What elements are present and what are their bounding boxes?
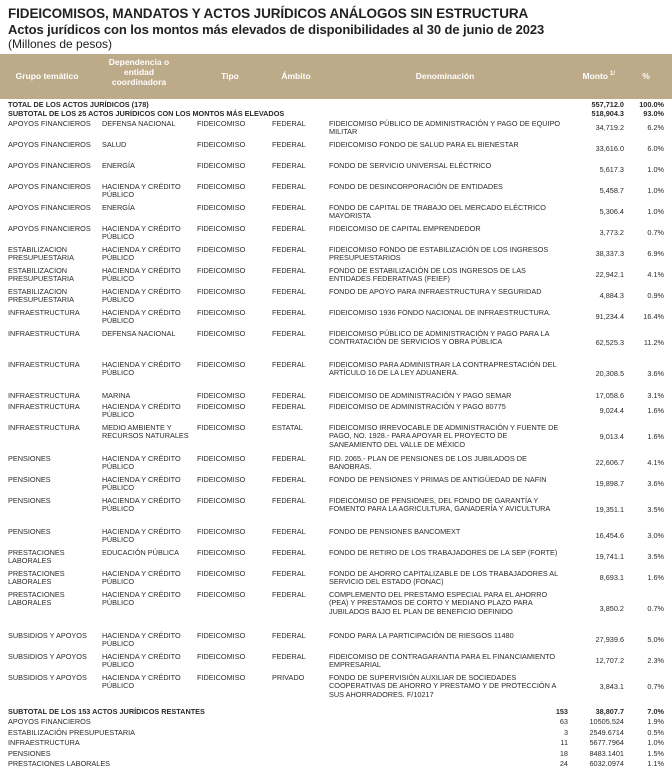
table-row	[0, 141, 672, 162]
cell-dependencia: HACIENDA Y CRÉDITO PÚBLICO	[102, 527, 181, 545]
cell-tipo: FIDEICOMISO	[197, 308, 246, 317]
cell-pct: 16.4%	[643, 312, 664, 321]
cell-monto: 19,741.1	[595, 552, 624, 561]
cell-tipo: FIDEICOMISO	[197, 182, 246, 191]
detail-rows	[0, 120, 672, 705]
cell-grupo: APOYOS FINANCIEROS	[8, 119, 91, 128]
rest-pct: 1.0%	[647, 738, 664, 747]
cell-tipo: FIDEICOMISO	[197, 266, 246, 275]
rest-count: 63	[559, 717, 568, 726]
cell-monto: 5,458.7	[599, 186, 624, 195]
cell-denominacion: FONDO DE SERVICIO UNIVERSAL ELÉCTRICO	[329, 161, 492, 170]
cell-dependencia: HACIENDA Y CRÉDITO PÚBLICO	[102, 287, 181, 305]
rest-count: 24	[559, 759, 568, 768]
cell-pct: 1.0%	[647, 165, 664, 174]
cell-dependencia: HACIENDA Y CRÉDITO PÚBLICO	[102, 590, 181, 608]
table-row	[0, 267, 672, 288]
cell-denominacion: FONDO DE PENSIONES BANCOMEXT	[329, 527, 461, 536]
cell-denominacion: FIDEICOMISO PARA ADMINISTRAR LA CONTRAPRESTACIÓN DEL ARTÍCULO 16 DE LA LEY ADUANERA.	[329, 360, 557, 378]
cell-tipo: FIDEICOMISO	[197, 454, 246, 463]
cell-pct: 0.7%	[647, 682, 664, 691]
table-row	[0, 403, 672, 424]
cell-tipo: FIDEICOMISO	[197, 391, 246, 400]
table-row	[0, 183, 672, 204]
cell-grupo: APOYOS FINANCIEROS	[8, 182, 91, 191]
table-row	[0, 309, 672, 330]
cell-tipo: FIDEICOMISO	[197, 631, 246, 640]
table-row	[0, 653, 672, 674]
cell-dependencia: MARINA	[102, 391, 131, 400]
rest-row	[0, 760, 672, 771]
cell-grupo: APOYOS FINANCIEROS	[8, 161, 91, 170]
cell-denominacion: FONDO DE DESINCORPORACIÓN DE ENTIDADES	[329, 182, 503, 191]
cell-denominacion: FID. 2065.- PLAN DE PENSIONES DE LOS JUBILADOS DE BANOBRAS.	[329, 454, 527, 472]
cell-tipo: FIDEICOMISO	[197, 245, 246, 254]
rest-pct: 1.1%	[647, 759, 664, 768]
rest-grupo: PENSIONES	[8, 748, 51, 758]
cell-ambito: FEDERAL	[272, 119, 306, 128]
subtotal25-label: SUBTOTAL DE LOS 25 ACTOS JURÍDICOS CON LOS MONTOS MÁS ELEVADOS	[8, 109, 285, 118]
cell-tipo: FIDEICOMISO	[197, 360, 246, 369]
cell-grupo: APOYOS FINANCIEROS	[8, 203, 91, 212]
cell-monto: 3,843.1	[599, 682, 624, 691]
rest-grupo: PRESTACIONES LABORALES	[8, 759, 111, 768]
cell-grupo: PENSIONES	[8, 496, 51, 505]
cell-ambito: FEDERAL	[272, 527, 306, 536]
cell-pct: 6.0%	[647, 144, 664, 153]
cell-ambito: FEDERAL	[272, 496, 306, 505]
cell-denominacion: FIDEICOMISO DE PENSIONES, DEL FONDO DE GARANTÍA Y FOMENTO PARA LA AGRICULTURA, GANADERÍA Y AVICULTURA	[329, 496, 551, 514]
cell-dependencia: ENERGÍA	[102, 161, 135, 170]
table-row	[0, 246, 672, 267]
page-title: FIDEICOMISOS, MANDATOS Y ACTOS JURÍDICOS ANÁLOGOS SIN ESTRUCTURA	[8, 6, 529, 21]
cell-dependencia: HACIENDA Y CRÉDITO PÚBLICO	[102, 266, 181, 284]
cell-ambito: FEDERAL	[272, 652, 306, 661]
rest-row	[0, 718, 672, 729]
cell-grupo: INFRAESTRUCTURA	[8, 402, 80, 411]
cell-ambito: FEDERAL	[272, 475, 306, 484]
cell-tipo: FIDEICOMISO	[197, 590, 246, 599]
cell-dependencia: DEFENSA NACIONAL	[102, 329, 176, 338]
cell-tipo: FIDEICOMISO	[197, 161, 246, 170]
header-ambito: Ámbito	[281, 71, 311, 81]
total-pct: 100.0%	[639, 100, 664, 109]
table-row	[0, 361, 672, 392]
header-dependencia: Dependencia o entidad coordinadora	[108, 57, 170, 87]
cell-pct: 2.3%	[647, 656, 664, 665]
cell-pct: 4.1%	[647, 458, 664, 467]
cell-dependencia: HACIENDA Y CRÉDITO PÚBLICO	[102, 475, 181, 493]
cell-tipo: FIDEICOMISO	[197, 329, 246, 338]
cell-pct: 1.0%	[647, 207, 664, 216]
cell-pct: 0.7%	[647, 604, 664, 613]
cell-tipo: FIDEICOMISO	[197, 569, 246, 578]
cell-denominacion: FIDEICOMISO FONDO DE SALUD PARA EL BIENESTAR	[329, 140, 519, 149]
cell-ambito: FEDERAL	[272, 161, 306, 170]
table-row	[0, 549, 672, 570]
rest-rows	[0, 718, 672, 771]
rest-monto: 10505.524	[589, 717, 624, 726]
cell-monto: 16,454.6	[595, 531, 624, 540]
cell-ambito: FEDERAL	[272, 391, 306, 400]
cell-denominacion: FIDEICOMISO PÚBLICO DE ADMINISTRACIÓN Y PAGO DE EQUIPO MILITAR	[329, 119, 561, 137]
rest-grupo: INFRAESTRUCTURA	[8, 738, 80, 747]
cell-monto: 19,898.7	[595, 479, 624, 488]
cell-grupo: SUBSIDIOS Y APOYOS	[8, 673, 87, 682]
cell-monto: 62,525.3	[595, 338, 624, 347]
cell-dependencia: HACIENDA Y CRÉDITO PÚBLICO	[102, 245, 181, 263]
cell-monto: 4,884.3	[599, 291, 624, 300]
cell-grupo: INFRAESTRUCTURA	[8, 329, 80, 338]
cell-ambito: ESTATAL	[272, 423, 303, 432]
cell-monto: 22,606.7	[595, 458, 624, 467]
cell-dependencia: HACIENDA Y CRÉDITO PÚBLICO	[102, 496, 181, 514]
cell-tipo: FIDEICOMISO	[197, 527, 246, 536]
cell-monto: 3,773.2	[599, 228, 624, 237]
cell-ambito: FEDERAL	[272, 402, 306, 411]
cell-dependencia: EDUCACIÓN PÚBLICA	[102, 548, 180, 557]
cell-grupo: PENSIONES	[8, 454, 51, 463]
page-subtitle: Actos jurídicos con los montos más elevados de disponibilidades al 30 de junio de 2023	[8, 22, 545, 37]
cell-denominacion: FIDEICOMISO IRREVOCABLE DE ADMINISTRACIÓN Y FUENTE DE PAGO, NO. 1928.- PARA APOYAR EL PROYECTO DE SANEAMIENTO DEL VALLE DE MÉXICO	[329, 423, 559, 449]
table-header	[0, 54, 672, 99]
table-row	[0, 591, 672, 632]
cell-denominacion: FONDO DE AHORRO CAPITALIZABLE DE LOS TRABAJADORES AL SERVICIO DEL ESTADO (FONAC)	[329, 569, 558, 587]
cell-monto: 5,306.4	[599, 207, 624, 216]
cell-dependencia: HACIENDA Y CRÉDITO PÚBLICO	[102, 224, 181, 242]
table-row	[0, 528, 672, 549]
header-pct: %	[642, 71, 650, 81]
cell-pct: 3.6%	[647, 479, 664, 488]
cell-grupo: ESTABILIZACION PRESUPUESTARIA	[8, 287, 74, 305]
cell-grupo: INFRAESTRUCTURA	[8, 360, 80, 369]
cell-monto: 8,693.1	[599, 573, 624, 582]
units-note: (Millones de pesos)	[8, 37, 113, 51]
header-tipo: Tipo	[221, 71, 239, 81]
cell-dependencia: HACIENDA Y CRÉDITO PÚBLICO	[102, 673, 181, 691]
cell-dependencia: MEDIO AMBIENTE Y RECURSOS NATURALES	[102, 423, 189, 441]
rest-monto: 2549.6714	[589, 727, 624, 737]
rest-monto: 6032.0974	[589, 759, 624, 768]
cell-tipo: FIDEICOMISO	[197, 673, 246, 682]
cell-denominacion: FIDEICOMISO DE CONTRAGARANTIA PARA EL FINANCIAMIENTO EMPRESARIAL	[329, 652, 556, 670]
table-row	[0, 204, 672, 225]
cell-tipo: FIDEICOMISO	[197, 548, 246, 557]
table-row	[0, 674, 672, 705]
cell-pct: 6.2%	[647, 123, 664, 132]
cell-ambito: FEDERAL	[272, 203, 306, 212]
cell-dependencia: HACIENDA Y CRÉDITO PÚBLICO	[102, 569, 181, 587]
cell-monto: 33,616.0	[595, 144, 624, 153]
cell-grupo: ESTABILIZACION PRESUPUESTARIA	[8, 245, 74, 263]
cell-pct: 4.1%	[647, 270, 664, 279]
rest-count: 18	[559, 748, 568, 758]
cell-monto: 3,850.2	[599, 604, 624, 613]
cell-ambito: FEDERAL	[272, 548, 306, 557]
cell-dependencia: HACIENDA Y CRÉDITO PÚBLICO	[102, 308, 181, 326]
cell-tipo: FIDEICOMISO	[197, 402, 246, 411]
cell-grupo: APOYOS FINANCIEROS	[8, 140, 91, 149]
cell-grupo: INFRAESTRUCTURA	[8, 391, 80, 400]
cell-ambito: FEDERAL	[272, 454, 306, 463]
cell-tipo: FIDEICOMISO	[197, 140, 246, 149]
cell-tipo: FIDEICOMISO	[197, 287, 246, 296]
cell-denominacion: FONDO DE RETIRO DE LOS TRABAJADORES DE LA SEP (FORTE)	[329, 548, 558, 557]
table-row	[0, 424, 672, 455]
cell-tipo: FIDEICOMISO	[197, 119, 246, 128]
cell-grupo: PRESTACIONES LABORALES	[8, 569, 65, 587]
cell-dependencia: HACIENDA Y CRÉDITO PÚBLICO	[102, 652, 181, 670]
cell-ambito: FEDERAL	[272, 308, 306, 317]
cell-ambito: FEDERAL	[272, 224, 306, 233]
table-row	[0, 330, 672, 361]
cell-pct: 0.7%	[647, 228, 664, 237]
table-row	[0, 570, 672, 591]
cell-ambito: FEDERAL	[272, 631, 306, 640]
cell-ambito: FEDERAL	[272, 140, 306, 149]
rest-pct: 0.5%	[647, 727, 664, 737]
cell-pct: 3.5%	[647, 505, 664, 514]
subtotal25-monto: 518,904.3	[591, 109, 624, 118]
cell-dependencia: HACIENDA Y CRÉDITO PÚBLICO	[102, 402, 181, 420]
subtotal25-pct: 93.0%	[643, 109, 664, 118]
cell-denominacion: FIDEICOMISO 1936 FONDO NACIONAL DE INFRAESTRUCTURA.	[329, 308, 551, 317]
cell-dependencia: DEFENSA NACIONAL	[102, 119, 176, 128]
cell-pct: 1.6%	[647, 406, 664, 415]
cell-denominacion: FONDO DE PENSIONES Y PRIMAS DE ANTIGÜEDAD DE NAFIN	[329, 475, 547, 484]
cell-denominacion: COMPLEMENTO DEL PRESTAMO ESPECIAL PARA EL AHORRO (PEA) Y PRESTAMOS DE CORTO Y MEDIANO PLAZO PARA JUBILADOS BAJO EL PLAN DE BENEFICIO DEFINIDO	[329, 590, 548, 616]
cell-grupo: SUBSIDIOS Y APOYOS	[8, 631, 87, 640]
cell-tipo: FIDEICOMISO	[197, 423, 246, 432]
table-row	[0, 162, 672, 183]
cell-grupo: PENSIONES	[8, 527, 51, 536]
cell-pct: 3.1%	[647, 391, 664, 400]
rest-row	[0, 739, 672, 750]
cell-pct: 3.6%	[647, 369, 664, 378]
rest-grupo: ESTABILIZACIÓN PRESUPUESTARIA	[8, 727, 136, 737]
rest-pct: 1.5%	[647, 748, 664, 758]
cell-monto: 91,234.4	[595, 312, 624, 321]
cell-ambito: FEDERAL	[272, 266, 306, 275]
cell-pct: 11.2%	[643, 338, 664, 347]
cell-denominacion: FIDEICOMISO PÚBLICO DE ADMINISTRACIÓN Y PAGO PARA LA CONTRATACIÓN DE SERVICIOS Y OBRA PÚBLICA	[329, 329, 550, 347]
cell-dependencia: ENERGÍA	[102, 203, 135, 212]
cell-monto: 12,707.2	[595, 656, 624, 665]
cell-ambito: FEDERAL	[272, 360, 306, 369]
cell-ambito: FEDERAL	[272, 245, 306, 254]
cell-grupo: PRESTACIONES LABORALES	[8, 548, 65, 566]
cell-tipo: FIDEICOMISO	[197, 496, 246, 505]
table-body	[0, 101, 672, 771]
cell-pct: 3.0%	[647, 531, 664, 540]
cell-grupo: INFRAESTRUCTURA	[8, 308, 80, 317]
cell-ambito: FEDERAL	[272, 569, 306, 578]
title-block	[0, 0, 672, 51]
subtotal153-label: SUBTOTAL DE LOS 153 ACTOS JURÍDICOS RESTANTES	[8, 707, 205, 716]
cell-grupo: ESTABILIZACION PRESUPUESTARIA	[8, 266, 74, 284]
cell-pct: 6.9%	[647, 249, 664, 258]
cell-monto: 17,058.6	[595, 391, 624, 400]
cell-denominacion: FIDEICOMISO DE CAPITAL EMPRENDEDOR	[329, 224, 481, 233]
cell-tipo: FIDEICOMISO	[197, 652, 246, 661]
table-row	[0, 225, 672, 246]
cell-monto: 34,719.2	[595, 123, 624, 132]
cell-denominacion: FONDO DE CAPITAL DE TRABAJO DEL MERCADO ELÉCTRICO MAYORISTA	[329, 203, 546, 221]
rest-count: 11	[560, 738, 568, 747]
cell-ambito: FEDERAL	[272, 182, 306, 191]
cell-grupo: INFRAESTRUCTURA	[8, 423, 80, 432]
cell-pct: 1.6%	[647, 432, 664, 441]
header-monto-note: 1/	[610, 71, 616, 77]
table-row	[0, 120, 672, 141]
table-row	[0, 476, 672, 497]
cell-denominacion: FONDO DE ESTABILIZACIÓN DE LOS INGRESOS DE LAS ENTIDADES FEDERATIVAS (FEIEF)	[329, 266, 526, 284]
cell-pct: 0.9%	[647, 291, 664, 300]
rest-row	[0, 729, 672, 740]
cell-monto: 9,013.4	[599, 432, 624, 441]
cell-pct: 5.0%	[647, 635, 664, 644]
cell-dependencia: HACIENDA Y CRÉDITO PÚBLICO	[102, 360, 181, 378]
cell-pct: 1.0%	[647, 186, 664, 195]
cell-monto: 20,308.5	[595, 369, 624, 378]
cell-tipo: FIDEICOMISO	[197, 475, 246, 484]
rest-count: 3	[563, 727, 568, 737]
cell-dependencia: HACIENDA Y CRÉDITO PÚBLICO	[102, 631, 181, 649]
cell-dependencia: SALUD	[102, 140, 127, 149]
subtotal153-count: 153	[555, 707, 568, 716]
table-row	[0, 632, 672, 653]
cell-tipo: FIDEICOMISO	[197, 224, 246, 233]
cell-dependencia: HACIENDA Y CRÉDITO PÚBLICO	[102, 182, 181, 200]
cell-grupo: PRESTACIONES LABORALES	[8, 590, 65, 608]
cell-denominacion: FONDO PARA LA PARTICIPACIÓN DE RIESGOS 11480	[329, 631, 514, 640]
cell-grupo: SUBSIDIOS Y APOYOS	[8, 652, 87, 661]
cell-monto: 9,024.4	[599, 406, 624, 415]
cell-monto: 38,337.3	[595, 249, 624, 258]
total-monto: 557,712.0	[591, 100, 624, 109]
table-row	[0, 497, 672, 528]
cell-denominacion: FONDO DE APOYO PARA INFRAESTRUCTURA Y SEGURIDAD	[329, 287, 542, 296]
cell-pct: 1.6%	[647, 573, 664, 582]
cell-dependencia: HACIENDA Y CRÉDITO PÚBLICO	[102, 454, 181, 472]
total-label: TOTAL DE LOS ACTOS JURÍDICOS (178)	[8, 100, 149, 109]
cell-monto: 27,939.6	[595, 635, 624, 644]
cell-denominacion: FONDO DE SUPERVISIÓN AUXILIAR DE SOCIEDADES COOPERATIVAS DE AHORRO Y PRESTAMO Y DE PROTECCIÓN A SUS AHORRADORES. F/10217	[329, 673, 556, 699]
cell-monto: 5,617.3	[599, 165, 624, 174]
rest-grupo: APOYOS FINANCIEROS	[8, 717, 91, 726]
rest-monto: 8483.1401	[589, 748, 624, 758]
cell-tipo: FIDEICOMISO	[197, 203, 246, 212]
cell-denominacion: FIDEICOMISO DE ADMINISTRACIÓN Y PAGO 80775	[329, 402, 506, 411]
cell-pct: 3.5%	[647, 552, 664, 561]
subtotal153-pct: 7.0%	[647, 707, 664, 716]
table-row	[0, 288, 672, 309]
cell-ambito: FEDERAL	[272, 590, 306, 599]
cell-ambito: FEDERAL	[272, 329, 306, 338]
subtotal153-row	[0, 708, 672, 718]
header-monto: Monto	[582, 71, 608, 81]
cell-ambito: FEDERAL	[272, 287, 306, 296]
cell-denominacion: FIDEICOMISO FONDO DE ESTABILIZACIÓN DE LOS INGRESOS PRESUPUESTARIOS	[329, 245, 549, 263]
cell-ambito: PRIVADO	[272, 673, 305, 682]
rest-monto: 5677.7964	[589, 738, 624, 747]
cell-grupo: APOYOS FINANCIEROS	[8, 224, 91, 233]
header-grupo: Grupo temático	[15, 71, 79, 81]
cell-monto: 19,351.1	[595, 505, 624, 514]
cell-monto: 22,942.1	[595, 270, 624, 279]
cell-denominacion: FIDEICOMISO DE ADMINISTRACIÓN Y PAGO SEMAR	[329, 391, 512, 400]
rest-pct: 1.9%	[647, 717, 664, 726]
subtotal153-monto: 38,807.7	[595, 707, 624, 716]
cell-grupo: PENSIONES	[8, 475, 51, 484]
header-denominacion: Denominación	[415, 71, 475, 81]
table-row	[0, 455, 672, 476]
